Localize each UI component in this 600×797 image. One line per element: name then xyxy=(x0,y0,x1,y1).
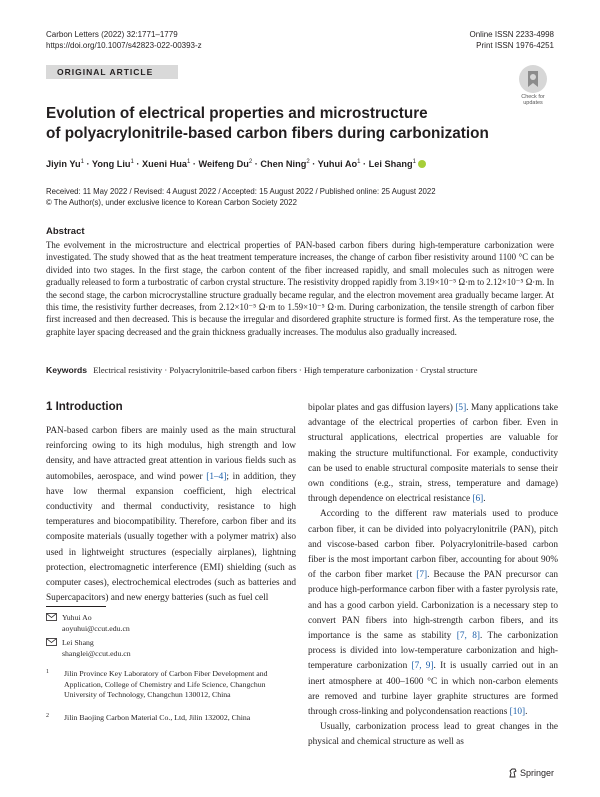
citation-link[interactable]: [6] xyxy=(472,494,484,505)
paragraph: According to the different raw materials used to produce carbon fiber, it can be divided into polyacrylonitrile (PAN), pitch and viscose-based carbon fiber. Polyacrylonitrile-based carbon fiber is the most important carbon fiber, accounting for about 90% of the carbon fiber market [7]. Because the PAN precursor can produce high-performance carbon fiber with a faster pyrolysis rate, and has a good carbon yield. Carbonization is a necessary step to convert PAN fibers into high-strength carbon fibers, and its importance is the same as stability [7, 8]. The carbonization process is divided into low-temperature carbonization and high-temperature carbonization [7, 9]. It is usually carried out in an inert atmosphere at 400–1600 °C in which non-carbon elements are removed and turbine layer graphite structures are formed through cross-linking and polycondensation reactions [10]. xyxy=(308,509,559,718)
abstract-text: The evolvement in the microstructure and electrical properties of PAN-based carbon fibers during high-temperature carbonization were investigated. The study showed that as the heat treatment temperature increases, the change of carbon fiber resistivity around 1100 °C can be divided into two stages. In the first stage, the carbon content of the fiber increased rapidly, and small molecules such as nitrogen were gradually released to form a turbostratic of carbon crystal structure. The resistivity dropped rapidly from 3.19×10⁻⁵ Ω·m to 2.12×10⁻⁵ Ω·m. In the second stage, the carbon microcrystalline structure gradually became regular, and the electron movement area gradually became larger. At this time, the resistivity further decreases, from 2.12×10⁻⁵ Ω·m to 1.59×10⁻⁵ Ω·m. During carbonization, the tensile strength of carbon fiber first increased and then decreased. This is because the irregular and disordered graphite structure is formed first. As the temperature rose, the graphite layer spacing decreased and the grain thickness gradually increases. The modulus also gradually increased. xyxy=(46,240,554,337)
envelope-icon xyxy=(46,613,57,621)
publisher-name: Springer xyxy=(519,768,554,778)
corresponding-author xyxy=(46,638,131,659)
affiliation: 2 Jilin Baojing Carbon Material Co., Ltd, Jilin 132002, China xyxy=(46,713,251,722)
paragraph: Usually, carbonization process lead to great changes in the physical and chemical structure as well as xyxy=(308,722,558,748)
article-title xyxy=(46,104,506,143)
keywords-list: Electrical resistivity · Polyacrylonitrile-based carbon fibers · High temperature carbonization · Crystal structure xyxy=(93,365,478,375)
corresp-name: Yuhui Ao xyxy=(62,613,92,622)
springer-horse-icon xyxy=(508,768,518,778)
left-column xyxy=(46,424,296,606)
affiliation: 1 Jilin Province Key Laboratory of Carbon Fiber Development and Application, College of Chemistry and Life Science, Changchun University of Technology, Changchun 130012, China xyxy=(46,669,268,699)
corresp-email[interactable]: aoyuhui@ccut.edu.cn xyxy=(62,623,130,633)
online-issn: Online ISSN 2233-4998 xyxy=(469,30,554,39)
doi-link[interactable]: https://doi.org/10.1007/s42823-022-00393-z xyxy=(46,41,202,50)
orcid-icon[interactable] xyxy=(418,160,426,168)
print-issn: Print ISSN 1976-4251 xyxy=(476,41,554,50)
author[interactable]: Xueni Hua$^1$ xyxy=(142,159,191,170)
journal-header xyxy=(46,29,202,51)
author[interactable]: Weifeng Du$^2$ xyxy=(198,159,253,170)
citation-link[interactable]: [5] xyxy=(455,403,467,413)
corresp-email[interactable]: shanglei@ccut.edu.cn xyxy=(62,648,131,658)
corresponding-author xyxy=(46,613,130,634)
paragraph: PAN-based carbon fibers are mainly used as the main structural reinforcing owing to its high modulus, high strength and low density, and have attracted great attention in various fields such as automobiles, aerospace, and wind power [1–4]; in addition, they have low thermal expansion coefficient, high electrical conductivity and thermal conductivity, resistance to high temperatures and biocompatibility. Therefore, carbon fiber and its composite materials (usually together with a polymer matrix) also used in lightweight structures (especially airplanes), lightning protection, electromagnetic interference (EMI) shielding (such as computer cases), electrochemical electrodes (such as batteries and Supercapacitors) and new energy batteries (such as fuel cell xyxy=(46,426,297,604)
check-updates-line2: updates xyxy=(523,100,543,106)
title-line-2: of polyacrylonitrile-based carbon fibers during carbonization xyxy=(46,124,489,142)
author[interactable]: Lei Shang$^1$ xyxy=(368,159,416,170)
paragraph: bipolar plates and gas diffusion layers) [5]. Many applications take advantage of the electrical properties of carbon fiber. Even in structural applications, electrical properties are valuable for making the structure multifunctional. For example, conductivity can be used to enable structural composite materials to sense their own conditions (e.g., strain, stress, temperature and damage) through dependence on electrical resistance [6]. xyxy=(308,403,558,505)
abstract-heading: Abstract xyxy=(46,226,85,237)
citation-link[interactable]: [7, 8] xyxy=(456,631,480,642)
check-updates-icon xyxy=(519,65,547,93)
citation-link[interactable]: [7, 9] xyxy=(411,661,434,672)
author[interactable]: Yong Liu$^1$ xyxy=(91,159,134,170)
citation-link[interactable]: [7] xyxy=(416,570,428,581)
check-for-updates-button[interactable] xyxy=(514,65,552,105)
right-column xyxy=(308,401,558,751)
title-line-1: Evolution of electrical properties and microstructure xyxy=(46,105,428,122)
corresp-name: Lei Shang xyxy=(62,638,94,647)
author-list: Jiyin $Yu^1$ · Yong Liu$^1$ · Xueni Hua$^1$ · Weifeng $Du^2$ · Chen Ning$^2$ · Yuhui $Ao^1$ · Lei Shang$^1$ xyxy=(46,156,426,170)
keywords-line xyxy=(46,364,554,376)
citation-link[interactable]: [10] xyxy=(509,707,526,718)
journal-citation: Carbon Letters (2022) 32:1771–1779 xyxy=(46,30,178,39)
author[interactable]: Jiyin Yu$^1$ xyxy=(46,159,84,170)
citation-link[interactable]: [1–4] xyxy=(206,471,227,482)
check-updates-line1: Check for xyxy=(521,94,545,100)
author[interactable]: Chen Ning$^2$ xyxy=(260,159,310,170)
footnote-rule xyxy=(46,606,106,607)
article-type-badge: ORIGINAL ARTICLE xyxy=(46,65,178,79)
author[interactable]: Yuhui Ao$^1$ xyxy=(317,159,361,170)
publication-dates xyxy=(46,186,436,208)
keywords-label: Keywords xyxy=(46,365,88,375)
envelope-icon xyxy=(46,638,57,646)
copyright-line: © The Author(s), under exclusive licence to Korean Carbon Society 2022 xyxy=(46,198,297,207)
publisher-logo xyxy=(508,768,554,778)
section-heading: 1 Introduction xyxy=(46,401,123,413)
history-dates: Received: 11 May 2022 / Revised: 4 August 2022 / Accepted: 15 August 2022 / Published online: 25 August 2022 xyxy=(46,187,436,196)
issn-block xyxy=(470,29,555,51)
